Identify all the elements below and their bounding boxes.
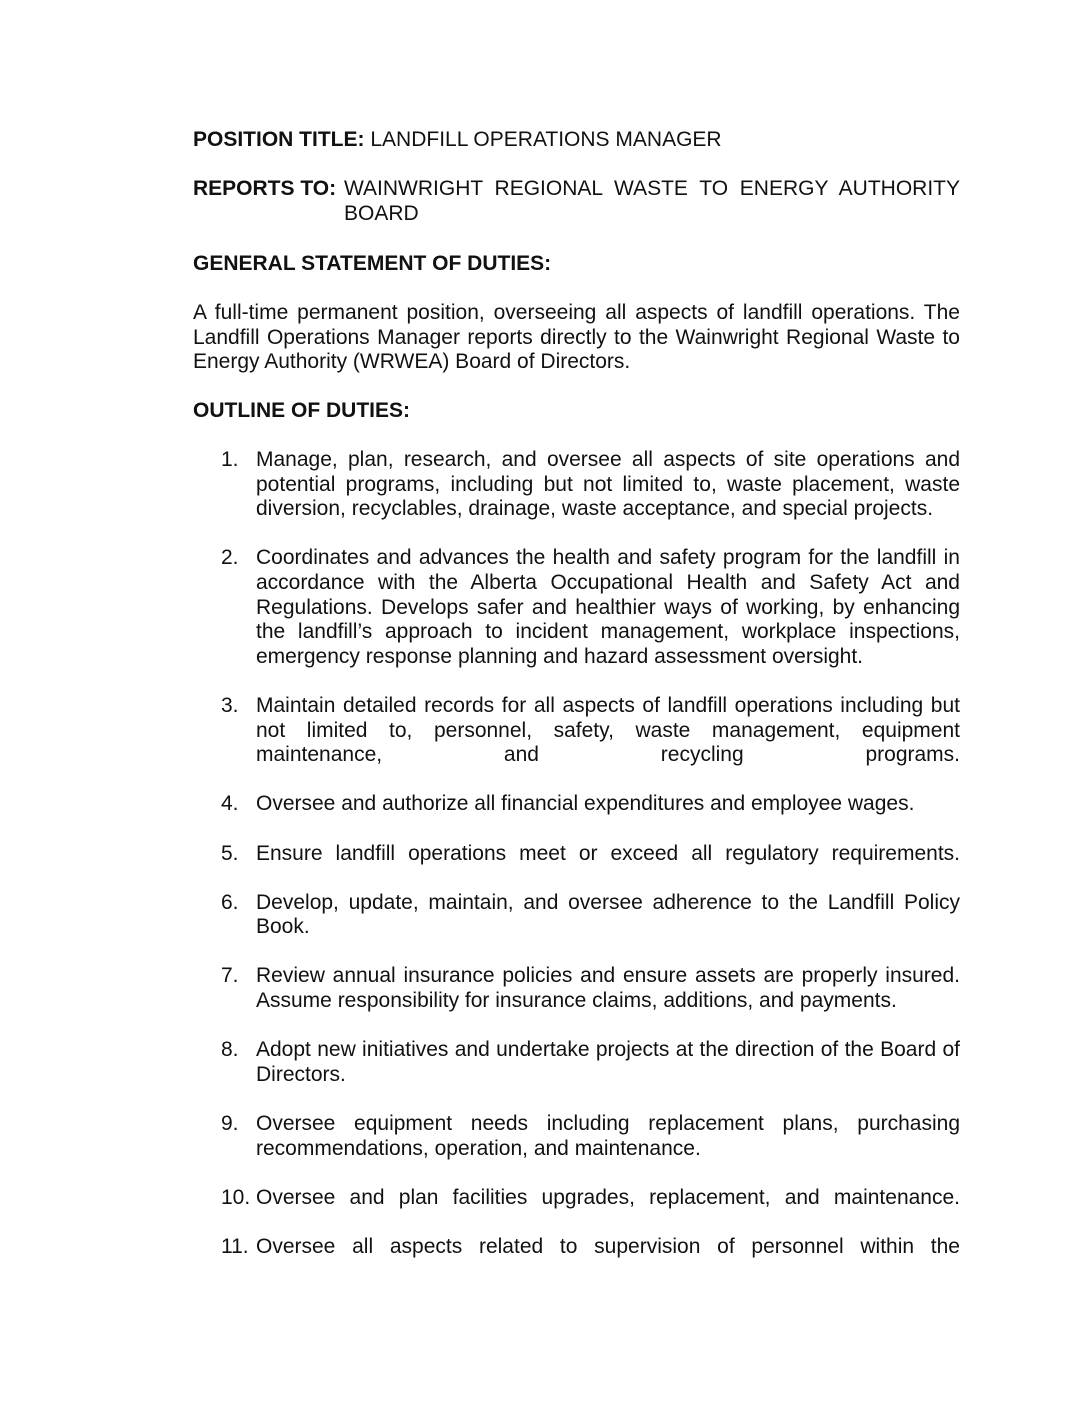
duty-text: Manage, plan, research, and oversee all aspects of site operations and potential programs, including but not limited to, waste placement, waste diversion, recyclables, drainage, waste acceptance, and special projects. [256,448,960,521]
duty-text: Maintain detailed records for all aspects of landfill operations including but not limited to, personnel, safety, waste management, equipment maintenance, and recycling programs. [256,693,960,767]
reports-to-value: WAINWRIGHT REGIONAL WASTE TO ENERGY AUTHORITY [344,177,960,200]
duty-number: 4. [221,792,239,816]
duty-number: 9. [221,1112,239,1136]
duty-item-8 [193,1038,960,1087]
position-title-value: LANDFILL OPERATIONS MANAGER [370,128,722,151]
general-statement-text: A full-time permanent position, overseeing all aspects of landfill operations. The Landfill Operations Manager reports directly to the Wainwright Regional Waste to Energy Authority (WRWEA) Board of Directors. [193,301,960,374]
duty-number: 1. [221,448,239,471]
duty-text: Oversee equipment needs including replacement plans, purchasing recommendations, operation, and maintenance. [256,1112,960,1160]
duty-item-10 [193,1186,960,1211]
duty-text: Review annual insurance policies and ensure assets are properly insured. Assume responsibility for insurance claims, additions, and payments. [256,964,960,1013]
outline-of-duties-heading: OUTLINE OF DUTIES: [193,399,410,422]
duty-number: 8. [221,1038,239,1062]
duty-number: 3. [221,693,239,717]
duty-item-4 [193,792,960,817]
duty-number: 6. [221,890,239,914]
duty-item-3 [193,694,960,768]
duty-item-6 [193,891,960,940]
duty-item-7 [193,964,960,1013]
duty-item-11 [193,1235,960,1260]
duty-item-9 [193,1112,960,1161]
duty-text: Oversee and authorize all financial expenditures and employee wages. [256,792,915,816]
duty-number: 11. [221,1235,249,1258]
duties-list [193,448,960,1284]
reports-to-value-continued: BOARD [344,202,419,225]
duty-number: 5. [221,841,239,865]
reports-to-label: REPORTS TO: [193,177,337,200]
duty-item-5 [193,842,960,867]
position-title-label: POSITION TITLE: [193,128,365,151]
position-title-line [193,128,960,153]
duty-item-2 [193,546,960,669]
duty-text: Develop, update, maintain, and oversee adherence to the Landfill Policy Book. [256,890,960,939]
duty-number: 2. [221,546,239,570]
duty-text: Ensure landfill operations meet or exceed all regulatory requirements. [256,841,960,865]
duty-text: Adopt new initiatives and undertake projects at the direction of the Board of Directors. [256,1038,960,1086]
duty-text: Oversee and plan facilities upgrades, replacement, and maintenance. [256,1185,960,1209]
duty-number: 10. [221,1185,251,1209]
duty-text: Coordinates and advances the health and safety program for the landfill in accordance with the Alberta Occupational Health and Safety Act and Regulations. Develops safer and healthier ways of working, by enhancing the landfill’s approach to incident management, workplace inspections, emergency response planning and hazard assessment oversight. [256,546,960,668]
duty-text: Oversee all aspects related to supervision of personnel within the [256,1235,960,1258]
duty-number: 7. [221,964,239,988]
duty-item-1 [193,448,960,522]
general-statement-heading: GENERAL STATEMENT OF DUTIES: [193,252,552,275]
